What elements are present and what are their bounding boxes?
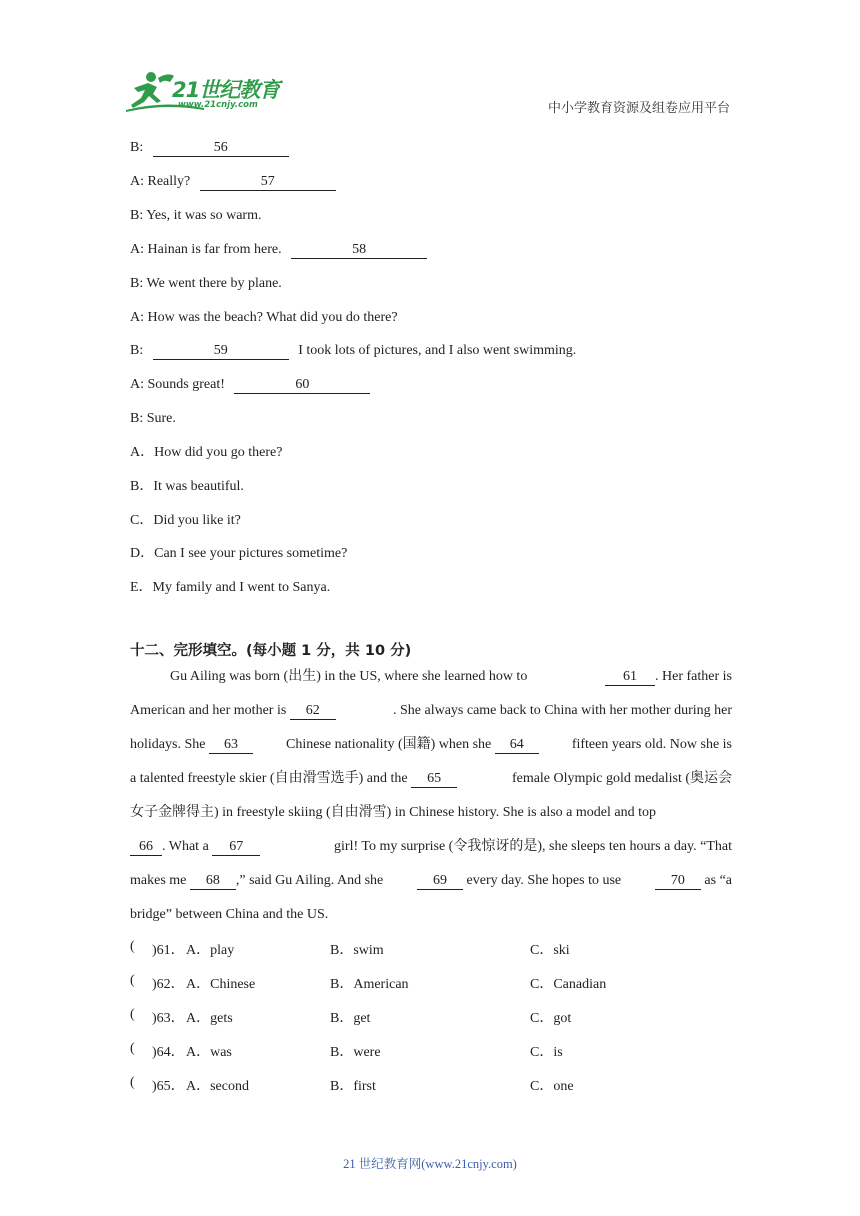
question-row <box>130 1075 732 1095</box>
passage-text: Chinese nationality (国籍) when she <box>285 737 492 752</box>
header-platform-text: 中小学教育资源及组卷应用平台 <box>547 100 730 115</box>
question-number: )64． <box>152 1045 185 1060</box>
answer-blank[interactable]: 64 <box>495 737 539 754</box>
choice-c[interactable]: C．ski <box>530 943 570 958</box>
option-item: A．How did you go there? <box>130 445 283 460</box>
option-item: B．It was beautiful. <box>130 479 244 494</box>
answer-blank[interactable]: 67 <box>212 839 260 856</box>
choice-a[interactable]: A．gets <box>186 1011 233 1026</box>
answer-paren[interactable]: ( <box>130 1075 135 1090</box>
answer-paren[interactable]: ( <box>130 973 135 988</box>
passage-text: bridge” between China and the US. <box>130 907 329 922</box>
dialogue-line <box>130 173 336 191</box>
answer-blank[interactable]: 66 <box>130 839 162 856</box>
choice-b[interactable]: B．first <box>330 1079 376 1094</box>
dialogue-text: A: Hainan is far from here. <box>130 242 282 257</box>
dialogue-text: B: <box>130 343 144 358</box>
dialogue-line <box>130 275 282 293</box>
choice-a[interactable]: A．Chinese <box>186 977 256 992</box>
passage-text: girl! To my surprise (令我惊讶的是), she sleeps ten hours a day. “That <box>334 839 732 854</box>
passage-text: makes me <box>130 873 187 888</box>
answer-blank[interactable]: 68 <box>190 873 236 890</box>
choice-a[interactable]: A．play <box>186 943 235 958</box>
choice-c[interactable]: C．is <box>530 1045 563 1060</box>
dialogue-text: B: <box>130 140 144 155</box>
choice-c[interactable]: C．Canadian <box>530 977 607 992</box>
answer-paren[interactable]: ( <box>130 1041 135 1056</box>
passage-text: holidays. She <box>130 737 206 752</box>
answer-blank[interactable]: 62 <box>290 703 336 720</box>
dialogue-line <box>130 342 576 360</box>
footer-link[interactable]: 21 世纪教育网(www.21cnjy.com) <box>343 1157 517 1171</box>
dialogue-text: A: Sounds great! <box>130 377 225 392</box>
dialogue-line <box>130 241 427 259</box>
answer-paren[interactable]: ( <box>130 939 135 954</box>
question-row <box>130 1041 732 1061</box>
choice-b[interactable]: B．get <box>330 1011 371 1026</box>
logo-text: 21世纪教育 <box>172 78 280 102</box>
answer-blank[interactable]: 59 <box>153 343 289 360</box>
answer-blank[interactable]: 63 <box>209 737 253 754</box>
question-row <box>130 1007 732 1027</box>
question-number: )61． <box>152 943 185 958</box>
dialogue-text: A: How was the beach? What did you do there? <box>130 310 398 325</box>
passage-text: female Olympic gold medalist (奥运会 <box>511 771 732 786</box>
passage-text: ,” said Gu Ailing. And she <box>235 873 384 888</box>
question-number: )62． <box>152 977 185 992</box>
answer-blank[interactable]: 61 <box>605 669 655 686</box>
choice-b[interactable]: B．American <box>330 977 409 992</box>
answer-blank[interactable]: 56 <box>153 140 289 157</box>
answer-blank[interactable]: 58 <box>291 242 427 259</box>
dialogue-line <box>130 376 370 394</box>
section-title: 十二、完形填空。(每小题 1 分，共 10 分) <box>130 643 412 659</box>
logo-url: www.21cnjy.com <box>178 100 258 110</box>
choice-a[interactable]: A．second <box>186 1079 249 1094</box>
dialogue-line <box>130 207 261 225</box>
dialogue-text: B: We went there by plane. <box>130 276 282 291</box>
question-number: )65． <box>152 1079 185 1094</box>
question-number: )63． <box>152 1011 185 1026</box>
passage-text: . What a <box>162 839 209 854</box>
passage-text: Gu Ailing was born (出生) in the US, where she learned how to <box>170 669 528 684</box>
passage-text: . Her father is <box>655 669 732 684</box>
dialogue-line <box>130 139 289 157</box>
choice-b[interactable]: B．were <box>330 1045 381 1060</box>
option-item: D．Can I see your pictures sometime? <box>130 546 348 561</box>
answer-blank[interactable]: 60 <box>234 377 370 394</box>
dialogue-text: B: Sure. <box>130 411 176 426</box>
dialogue-text: I took lots of pictures, and I also went swimming. <box>298 343 577 358</box>
passage-text: a talented freestyle skier (自由滑雪选手) and the <box>130 771 408 786</box>
option-item: C．Did you like it? <box>130 513 241 528</box>
option-item: E．My family and I went to Sanya. <box>130 580 331 595</box>
passage-text: . She always came back to China with her mother during her <box>392 703 732 718</box>
choice-c[interactable]: C．one <box>530 1079 574 1094</box>
question-row <box>130 939 732 959</box>
passage-text: every day. She hopes to use <box>466 873 622 888</box>
answer-blank[interactable]: 70 <box>655 873 701 890</box>
answer-paren[interactable]: ( <box>130 1007 135 1022</box>
cloze-passage <box>130 660 732 932</box>
passage-text: as “a <box>704 873 732 888</box>
choice-a[interactable]: A．was <box>186 1045 232 1060</box>
answer-blank[interactable]: 57 <box>200 174 336 191</box>
choice-b[interactable]: B．swim <box>330 943 384 958</box>
site-logo <box>124 70 290 114</box>
dialogue-line <box>130 410 176 428</box>
dialogue-line <box>130 309 398 327</box>
dialogue-text: A: Really? <box>130 174 191 189</box>
question-row <box>130 973 732 993</box>
passage-text: American and her mother is <box>130 703 287 718</box>
answer-blank[interactable]: 65 <box>411 771 457 788</box>
passage-text: fifteen years old. Now she is <box>571 737 732 752</box>
answer-blank[interactable]: 69 <box>417 873 463 890</box>
passage-text: 女子金牌得主) in freestyle skiing (自由滑雪) in Chinese history. She is also a model and top <box>130 805 656 820</box>
choice-c[interactable]: C．got <box>530 1011 572 1026</box>
dialogue-text: B: Yes, it was so warm. <box>130 208 262 223</box>
